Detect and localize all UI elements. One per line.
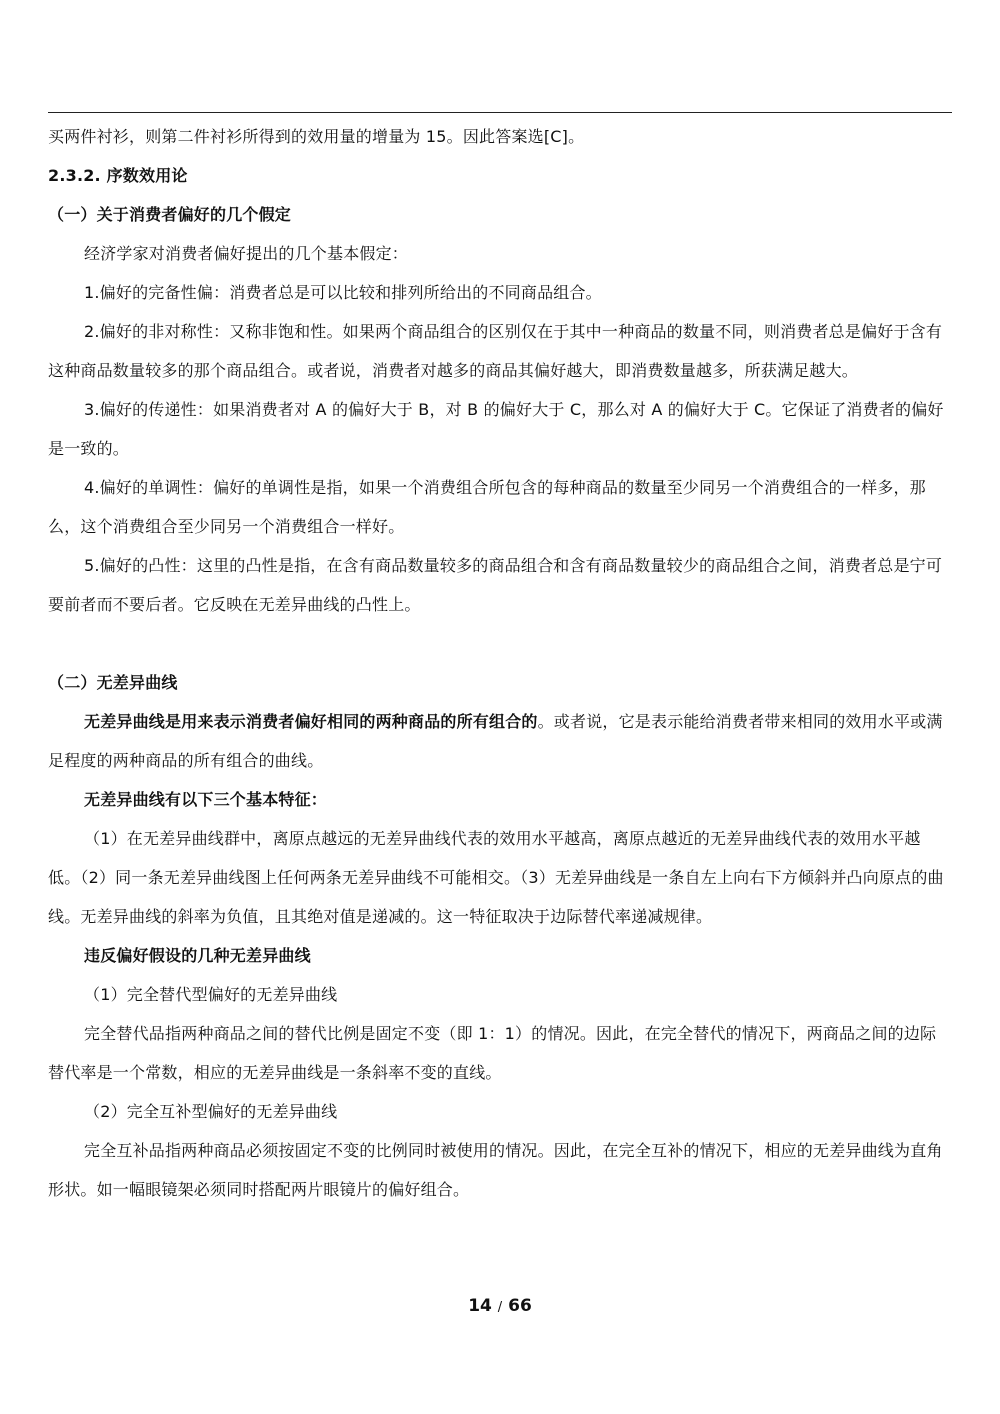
page-total: 66 (508, 1296, 532, 1316)
page-separator: / (497, 1300, 503, 1315)
paragraph-perfect-complements: 完全互补品指两种商品必须按固定不变的比例同时被使用的情况。因此，在完全互补的情况下，相应的无差异曲线为直角形状。如一幅眼镜架必须同时搭配两片眼镜片的偏好组合。 (48, 1141, 943, 1199)
paragraph-transitivity: 3.偏好的传递性：如果消费者对 A 的偏好大于 B，对 B 的偏好大于 C，那么对 A 的偏好大于 C。它保证了消费者的偏好是一致的。 (48, 400, 944, 458)
definition-bold: 无差异曲线是用来表示消费者偏好相同的两种商品的所有组合的 (84, 712, 538, 731)
paragraph-definition (48, 702, 952, 780)
definition-rest: 。或者说，它是表示能给消费者带来相同的效用水平或满足程度的两种商品的所有组合的曲线。 (48, 712, 943, 770)
document-body (48, 117, 952, 1209)
paragraph-convexity: 5.偏好的凸性：这里的凸性是指，在含有商品数量较多的商品组合和含有商品数量较少的商品组合之间，消费者总是宁可要前者而不要后者。它反映在无差异曲线的凸性上。 (48, 556, 943, 614)
paragraph-intro: 经济学家对消费者偏好提出的几个基本假定： (84, 244, 409, 263)
paragraph-completeness: 1.偏好的完备性偏：消费者总是可以比较和排列所给出的不同商品组合。 (84, 283, 602, 302)
paragraph-perfect-substitutes: 完全替代品指两种商品之间的替代比例是固定不变（即 1：1）的情况。因此，在完全替代的情况下，两商品之间的边际替代率是一个常数，相应的无差异曲线是一条斜率不变的直线。 (48, 1024, 937, 1082)
page-number (0, 1296, 1000, 1316)
paragraph-nonsatiation: 2.偏好的非对称性：又称非饱和性。如果两个商品组合的区别仅在于其中一种商品的数量不同，则消费者总是偏好于含有这种商品数量较多的那个商品组合。或者说，消费者对越多的商品其偏好越大，即消费数量越多，所获满足越大。 (48, 322, 943, 380)
blank-gap (48, 624, 952, 663)
continued-line: 买两件衬衫，则第二件衬衫所得到的效用量的增量为 15。因此答案选[C]。 (48, 127, 585, 146)
paragraph-features: （1）在无差异曲线群中，离原点越远的无差异曲线代表的效用水平越高，离原点越近的无差异曲线代表的效用水平越低。（2）同一条无差异曲线图上任何两条无差异曲线不可能相交。（3）无差异曲线是一条自左上向右下方倾斜并凸向原点的曲线。无差异曲线的斜率为负值，且其绝对值是递减的。这一特征取决于边际替代率递减规律。 (48, 829, 944, 926)
subsection-heading-2: （二）无差异曲线 (48, 673, 178, 692)
header-rule (48, 112, 952, 113)
paragraph-monotonicity: 4.偏好的单调性：偏好的单调性是指，如果一个消费组合所包含的每种商品的数量至少同另一个消费组合的一样多，那么，这个消费组合至少同另一个消费组合一样好。 (48, 478, 926, 536)
section-heading-2-3-2: 2.3.2. 序数效用论 (48, 166, 188, 185)
page-current: 14 (468, 1296, 492, 1316)
perfect-substitutes-heading: （1）完全替代型偏好的无差异曲线 (84, 985, 338, 1004)
violations-heading: 违反偏好假设的几种无差异曲线 (84, 946, 311, 965)
features-heading: 无差异曲线有以下三个基本特征： (84, 790, 328, 809)
subsection-heading-1: （一）关于消费者偏好的几个假定 (48, 205, 292, 224)
perfect-complements-heading: （2）完全互补型偏好的无差异曲线 (84, 1102, 338, 1121)
